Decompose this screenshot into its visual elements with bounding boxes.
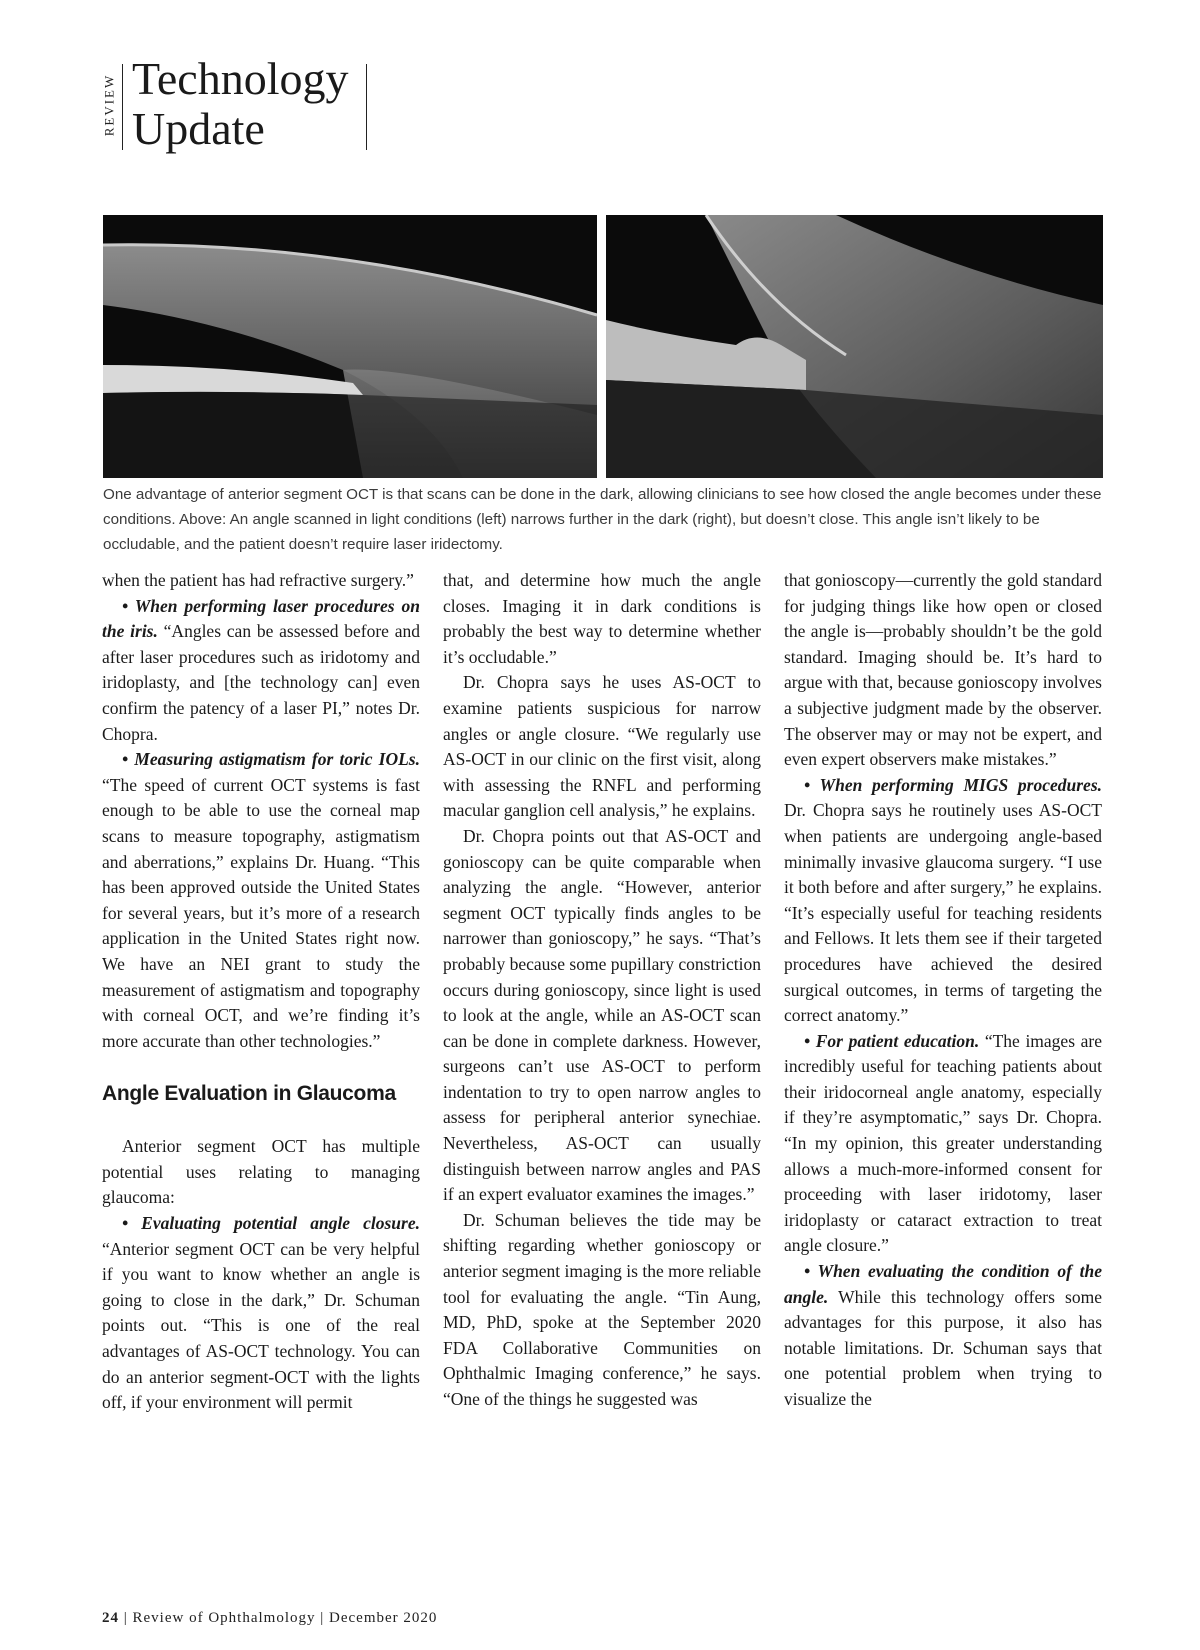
oct-scan-dark-image [606, 215, 1103, 478]
figure-caption: One advantage of anterior segment OCT is that scans can be done in the dark, allowing clinicians to see how closed the angle becomes under these conditions. Above: An angle scanned in light conditions (left) narrows further in the dark (right), but doesn’t close. This angle isn’t likely to be occludable, and the patient doesn’t require laser iridectomy. [103, 486, 1102, 553]
footer-separator: | [320, 1610, 330, 1626]
oct-scan-light-image [103, 215, 597, 478]
publication-name: Review of Ophthalmology [132, 1610, 316, 1626]
bullet-lead: • When evaluating the condition of the angle. [784, 1261, 1102, 1307]
page-number: 24 [102, 1610, 119, 1626]
section-tag: REVIEW [101, 73, 117, 137]
paragraph-body: While this technology offers some advantages for this purpose, it also has notable limitations. Dr. Schuman says that one potential problem when trying to visualize the [784, 1286, 1102, 1409]
page-footer [102, 1610, 437, 1627]
bullet-lead: • Measuring astigmatism for toric IOLs. [122, 749, 420, 770]
bullet-lead: • For patient education. [804, 1030, 980, 1051]
paragraph [784, 773, 1102, 1029]
paragraph-body: “The speed of current OCT systems is fast enough to be able to use the corneal map scans to measure topography, astigmatism and aberrations,” explains Dr. Huang. “This has been approved outside the United States for several years, but it’s more of a research application in the United States right now. We have an NEI grant to study the measurement of astigmatism and topography with corneal OCT, and we’re finding it’s more accurate than other technologies.” [102, 774, 420, 1051]
oct-figure [103, 215, 1103, 478]
paragraph-body: “Angles can be assessed before and after laser procedures such as iridotomy and iridoplasty, and [the technology can] even confirm the patency of a laser PI,” notes Dr. Chopra. [102, 621, 420, 744]
masthead-divider-left [122, 64, 123, 150]
article-column-3 [784, 568, 1102, 1413]
section-heading: Angle Evaluation in Glaucoma [102, 1082, 396, 1106]
section-title: Technology Update [132, 53, 349, 154]
paragraph: Dr. Chopra says he uses AS-OCT to examine patients suspicious for narrow angles or angle closure. “We regularly use AS-OCT in our clinic on the first visit, along with assessing the RNFL and performing macular ganglion cell analysis,” he explains. [443, 672, 761, 821]
masthead-divider-right [366, 64, 367, 150]
bullet-lead: • When performing MIGS procedures. [804, 774, 1102, 795]
issue-date: December 2020 [329, 1610, 438, 1626]
bullet-lead: • Evaluating potential angle closure. [122, 1213, 420, 1234]
bullet-lead: • When performing laser procedures on the iris. [102, 595, 420, 642]
paragraph [102, 1211, 420, 1416]
paragraph: that gonioscopy—currently the gold standard for judging things like how open or closed the angle is—probably shouldn’t be the gold standard. Imaging should be. It’s hard to argue with that, because gonioscopy involves a subjective judgment made by the observer. The observer may or may not be expert, and even expert observers make mistakes.” [784, 570, 1102, 770]
article-column-2 [443, 568, 761, 1413]
paragraph-body: “The images are incredibly useful for teaching patients about their iridocorneal angle anatomy, especially if they’re asymptomatic,” says Dr. Chopra. “In my opinion, this greater understanding allows a much-more-informed consent for proceeding with laser iridotomy, laser iridoplasty or cataract extraction to treat angle closure.” [784, 1030, 1103, 1256]
paragraph-body: “Anterior segment OCT can be very helpful if you want to know whether an angle is going to close in the dark,” Dr. Schuman points out. “This is one of the real advantages of AS-OCT technology. You can do an anterior segment-OCT with the lights off, if your environment will permit [102, 1238, 420, 1413]
paragraph-body: Dr. Chopra says he routinely uses AS-OCT when patients are undergoing angle-based minimally invasive glaucoma surgery. “I use it both before and after surgery,” he explains. “It’s especially useful for teaching residents and Fellows. It lets them see if their targeted procedures have achieved the desired surgical outcomes, in terms of targeting the correct anatomy.” [784, 800, 1102, 1026]
paragraph: when the patient has had refractive surgery.” [102, 570, 414, 590]
paragraph [102, 594, 420, 748]
footer-separator: | [123, 1610, 133, 1626]
paragraph: Anterior segment OCT has multiple potential uses relating to managing glaucoma: [102, 1136, 420, 1208]
paragraph [784, 1259, 1102, 1413]
paragraph: that, and determine how much the angle closes. Imaging it in dark conditions is probably the best way to determine whether it’s occludable.” [443, 570, 761, 667]
article-column-1 [102, 568, 420, 1416]
paragraph: Dr. Chopra points out that AS-OCT and gonioscopy can be quite comparable when analyzing the angle. “However, anterior segment OCT typically finds angles to be narrower than gonioscopy,” he says. “That’s probably because some pupillary constriction occurs during gonioscopy, since light is used to look at the angle, while an AS-OCT scan can be done in complete darkness. However, surgeons can’t use AS-OCT to perform indentation to try to open narrow angles to assess for peripheral anterior synechiae. Nevertheless, AS-OCT can usually distinguish between narrow angles and PAS if an expert evaluator examines the images.” [443, 825, 761, 1205]
paragraph [784, 1029, 1102, 1259]
paragraph [102, 747, 420, 1054]
paragraph: Dr. Schuman believes the tide may be shifting regarding whether gonioscopy or anterior segment imaging is the more reliable tool for evaluating the angle. “Tin Aung, MD, PhD, spoke at the September 2020 FDA Collaborative Communities on Ophthalmic Imaging conference,” he says. “One of the things he suggested was [443, 1209, 761, 1409]
oct-scan-light [103, 215, 597, 478]
oct-scan-dark [606, 215, 1103, 478]
